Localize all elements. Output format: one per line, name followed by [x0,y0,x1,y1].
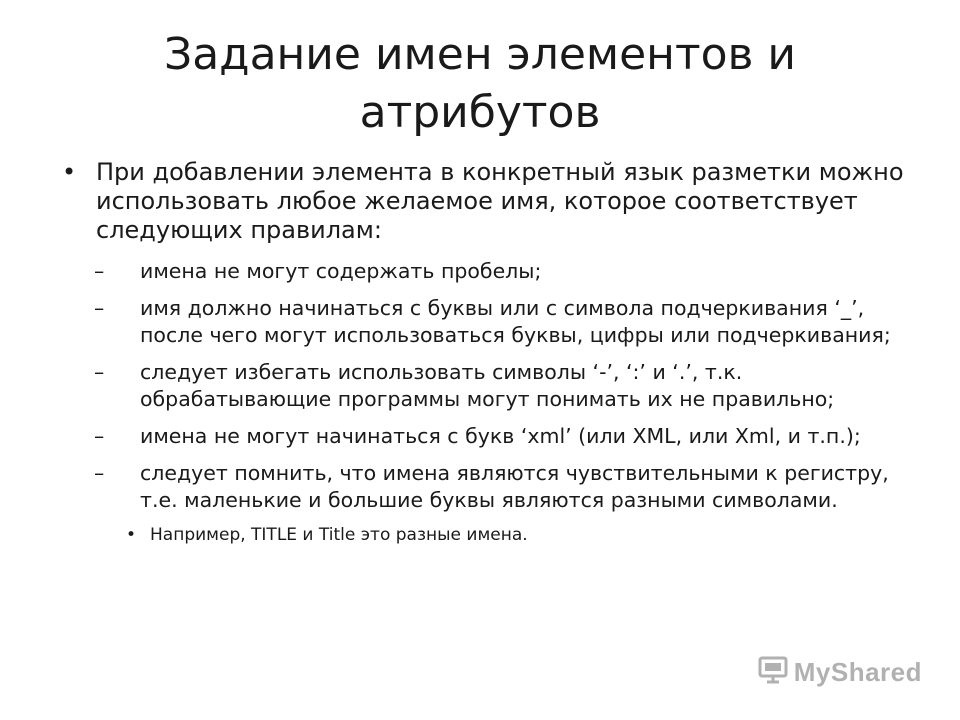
dash-glyph: – [94,296,105,320]
main-bullet [62,158,932,245]
rule-text: имя должно начинаться с буквы или с символа подчеркивания ‘_’, после чего могут использоваться буквы, цифры или подчеркивания; [140,296,891,347]
bullet-glyph: • [126,525,137,545]
watermark [758,656,922,688]
main-bullet-text: При добавлении элемента в конкретный язык разметки можно использовать любое желаемое имя, которое соответствует следующих правилам: [96,158,904,244]
rule-text: имена не могут начинаться с букв ‘xml’ (или XML, или Xml, и т.п.); [140,424,861,448]
dash-glyph: – [94,259,105,283]
rule-item [62,258,932,285]
bullet-glyph: • [62,158,77,186]
rule-item [62,295,932,349]
dash-glyph: – [94,461,105,485]
presentation-board-icon [758,656,788,688]
rule-item [62,460,932,514]
slide-content [62,158,932,546]
rule-item [62,359,932,413]
dash-glyph: – [94,424,105,448]
rule-text: следует помнить, что имена являются чувствительными к регистру, т.е. маленькие и большие буквы являются разными символами. [140,461,889,512]
slide-title: Задание имен элементов и атрибутов [163,29,797,138]
watermark-text: MyShared [793,656,922,687]
rule-text: имена не могут содержать пробелы; [140,259,542,283]
example-text: Например, TITLE и Title это разные имена. [150,525,528,545]
rule-item [62,423,932,450]
dash-glyph: – [94,360,105,384]
example-bullet [62,524,932,546]
rule-text: следует избегать использовать символы ‘-’, ‘:’ и ‘.’, т.к. обрабатывающие программы могут понимать их не правильно; [140,360,835,411]
